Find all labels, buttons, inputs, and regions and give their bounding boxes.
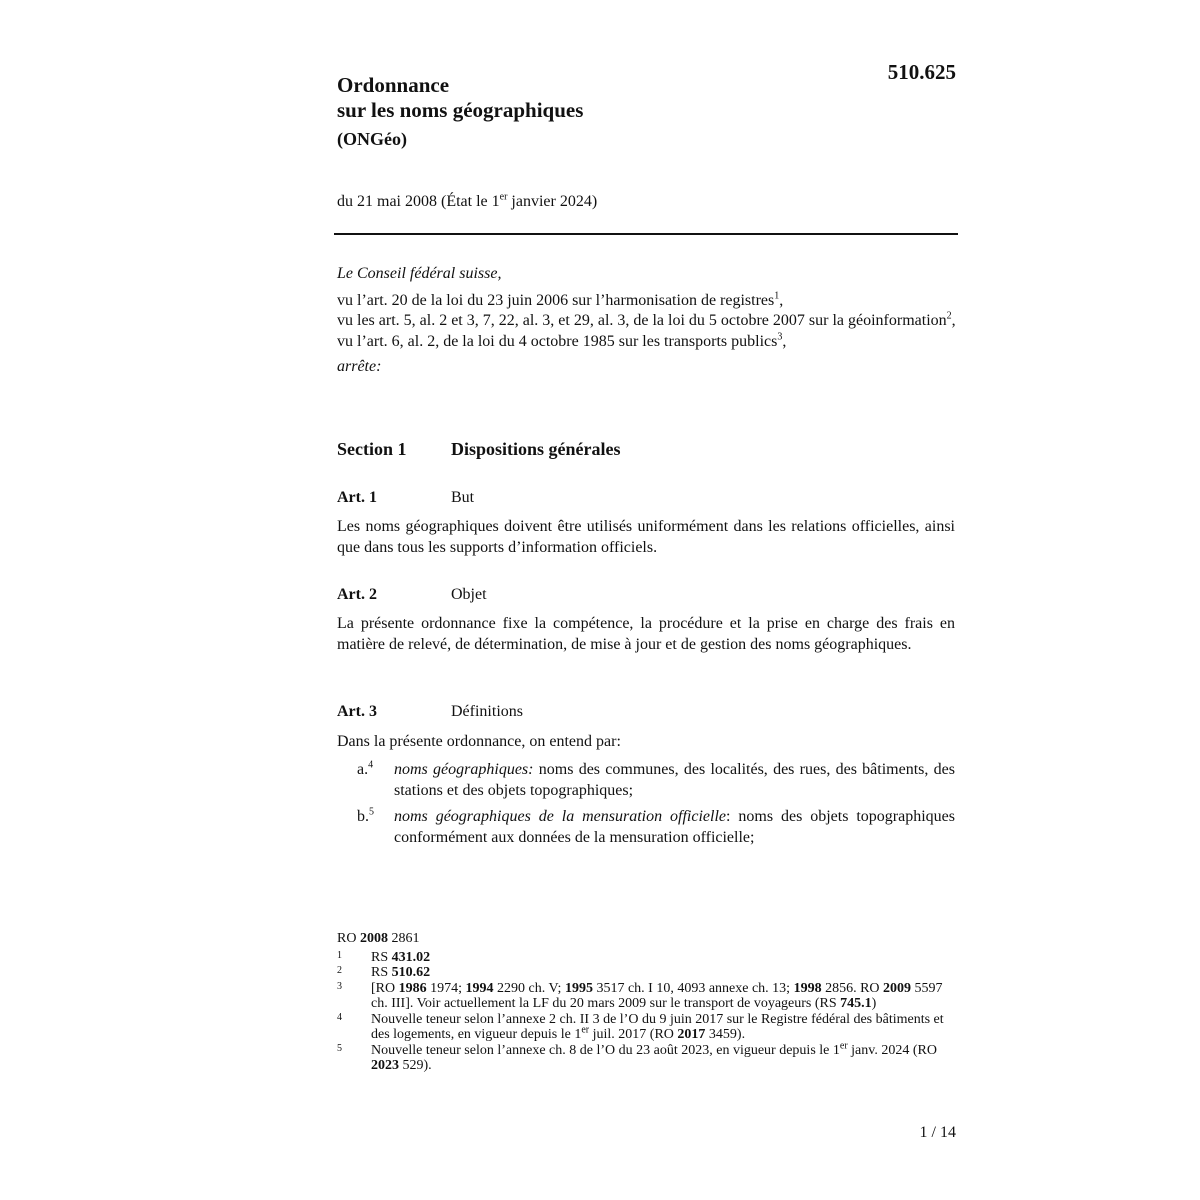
footnote-ref-2[interactable]: 2	[946, 310, 952, 322]
item-text: : noms des objets topographiques conformément aux données de la mensuration officielle;	[394, 808, 956, 846]
article-number: Art. 3	[337, 703, 377, 720]
item-letter: a.$^4$	[357, 759, 374, 778]
document-title	[337, 73, 583, 152]
date-line: du 21 mai 2008 (État le 1er janvier 2024)	[337, 191, 598, 210]
definition-item	[357, 807, 955, 848]
article-number: Art. 2	[337, 586, 377, 603]
item-letter: b.$^5$	[357, 806, 374, 825]
footnote-ref-1[interactable]: 1	[774, 290, 780, 302]
footnote-2: 2 RS 510.62	[337, 965, 431, 980]
footnote-ref-4[interactable]: 4	[368, 759, 374, 771]
article-heading	[337, 703, 957, 721]
article-title: But	[451, 489, 475, 506]
section-heading	[337, 439, 621, 460]
footnote-3: 3 [RO 1986 1974; 1994 2290 ch. V; 1995 3517 ch. I 10, 4093 annexe ch. 13; 1998 2856. RO 2009 5597 ch. III]. Voir actuellement la LF du 20 mars 2009 sur le transport de voyageurs (RS 745.1)	[337, 980, 943, 1011]
ro-reference: RO 2008 2861	[337, 931, 420, 946]
footnote-ref-5[interactable]: 5	[369, 806, 374, 818]
title-line-2: sur les noms géographiques	[337, 98, 584, 122]
article-text: Les noms géographiques doivent être utilisés uniformément dans les relations officielles, ainsi que dans tous les supports d’information officiels.	[337, 518, 955, 556]
preamble	[337, 264, 957, 378]
article-text: Dans la présente ordonnance, on entend par:	[337, 733, 621, 750]
item-text: noms des communes, des localités, des rues, des bâtiments, des stations et des objets topographiques;	[394, 761, 955, 799]
item-term: noms géographiques:	[394, 761, 534, 778]
page-number: 1 / 14	[919, 1124, 956, 1141]
article-heading	[337, 489, 957, 507]
footnote-1: 1 RS 431.02	[337, 949, 431, 965]
section-title: Dispositions générales	[451, 439, 621, 459]
preamble-line-1: vu l’art. 20 de la loi du 23 juin 2006 sur l’harmonisation de registres$^1$,	[337, 290, 784, 309]
preamble-line-2: vu les art. 5, al. 2 et 3, 7, 22, al. 3, et 29, al. 3, de la loi du 5 octobre 2007 sur la géoinformation$^2$,	[337, 310, 956, 329]
header-divider	[334, 233, 958, 235]
footnote-5: 5 Nouvelle teneur selon l’annexe ch. 8 de l’O du 23 août 2023, en vigueur depuis le 1er janv. 2024 (RO 2023 529).	[337, 1039, 937, 1073]
article-title: Objet	[451, 586, 487, 603]
footnote-4: 4 Nouvelle teneur selon l’annexe 2 ch. II 3 de l’O du 9 juin 2017 sur le Registre fédéral des bâtiments et des logements, en vigueur depuis le 1er juil. 2017 (RO 2017 3459).	[337, 1011, 944, 1042]
article-number: Art. 1	[337, 489, 377, 506]
article-text: La présente ordonnance fixe la compétence, la procédure et la prise en charge des frais en matière de relevé, de détermination, de mise à jour et de gestion des noms géographiques.	[337, 615, 955, 653]
item-term: noms géographiques de la mensuration officielle	[394, 808, 727, 825]
preamble-authority: Le Conseil fédéral suisse,	[337, 265, 502, 282]
sr-number: 510.625	[887, 60, 956, 84]
footnote-ref-3[interactable]: 3	[777, 331, 783, 343]
preamble-decree: arrête:	[337, 358, 382, 375]
title-line-1: Ordonnance	[337, 73, 450, 97]
footnotes	[337, 931, 957, 1074]
definition-item	[357, 760, 955, 801]
section-label: Section 1	[337, 439, 407, 459]
title-abbreviation: (ONGéo)	[337, 129, 407, 149]
preamble-line-3: vu l’art. 6, al. 2, de la loi du 4 octobre 1985 sur les transports publics$^3$,	[337, 331, 787, 350]
article-title: Définitions	[451, 703, 523, 720]
article-heading	[337, 586, 957, 604]
